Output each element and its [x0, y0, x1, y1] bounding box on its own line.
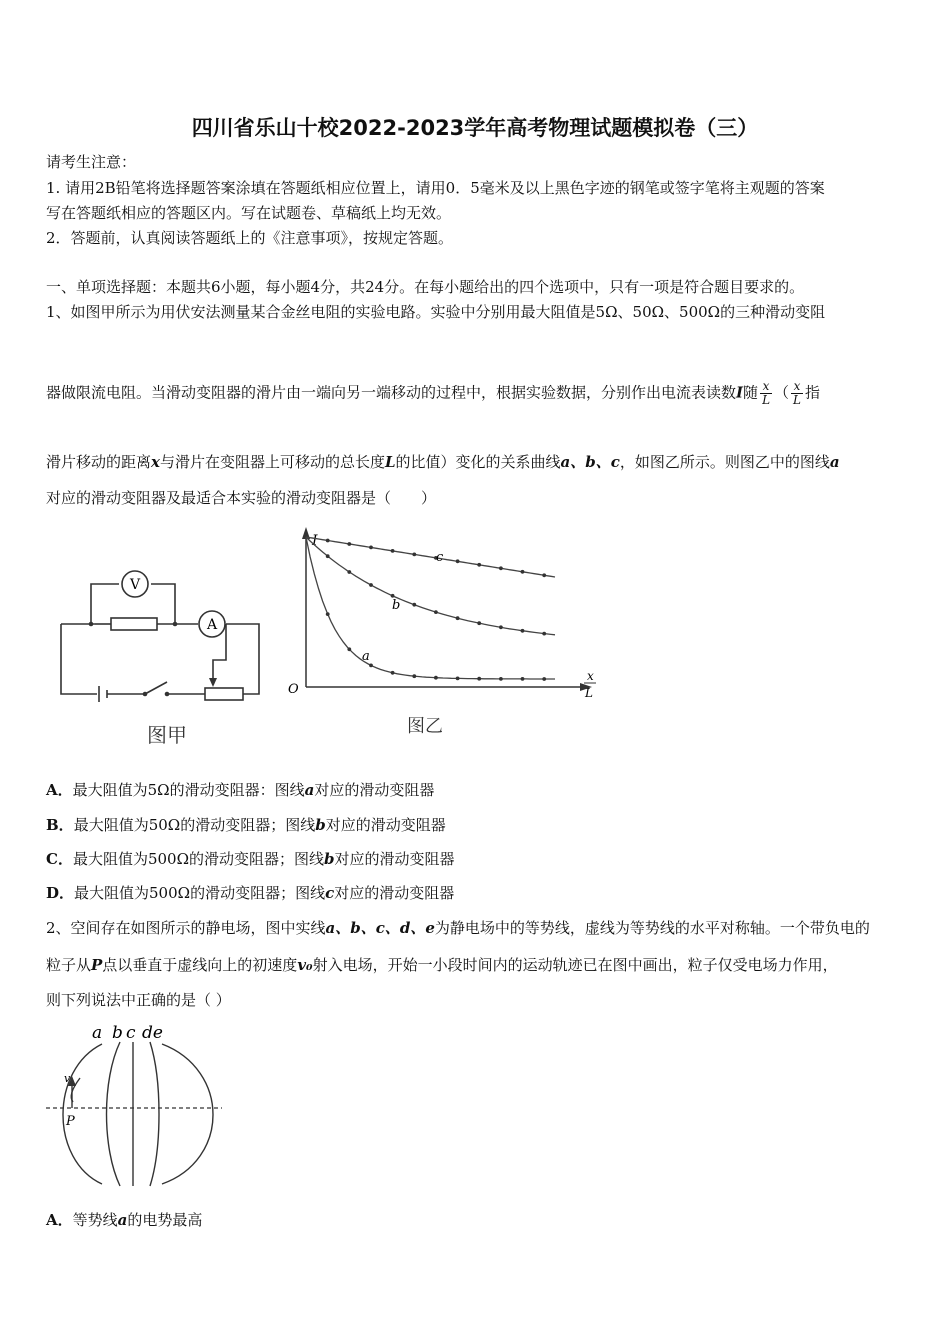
equipotential-diagram: [40, 1020, 230, 1190]
switch-dot: [165, 692, 170, 697]
q1-line-2-paren: （: [774, 383, 790, 402]
curve-c-point: [499, 566, 503, 570]
q1-vars-abc: a、b、c: [560, 453, 620, 471]
curve-b-point: [326, 554, 330, 558]
junction-dot: [173, 622, 178, 627]
resistor: [111, 618, 157, 630]
y-axis-label: I: [312, 533, 318, 549]
ammeter-label: A: [206, 617, 218, 633]
q1-var-a: a: [829, 453, 840, 471]
curve-a-point: [434, 676, 438, 680]
curve-b-point: [369, 583, 373, 587]
current-vs-position-graph: [280, 525, 610, 745]
voltmeter-label: V: [129, 577, 141, 593]
curve-c-point: [477, 563, 481, 567]
q2-vars: a、b、c、d、e: [325, 919, 435, 937]
equipotential-d: [150, 1042, 159, 1186]
curve-b: [306, 537, 555, 635]
switch-dot: [143, 692, 148, 697]
curve-b-point: [412, 603, 416, 607]
curve-a-point: [412, 674, 416, 678]
curve-a-point: [499, 677, 503, 681]
curve-a-point: [347, 647, 351, 651]
switch-lever: [145, 682, 167, 694]
q1-var-L: L: [384, 453, 396, 471]
curve-c-point: [391, 549, 395, 553]
q2-option-a[interactable]: A．等势线a的电势最高: [46, 1211, 203, 1229]
q1-option-a[interactable]: A．最大阻值为5Ω的滑动变阻器：图线a对应的滑动变阻器: [46, 781, 435, 799]
curve-a-point: [391, 671, 395, 675]
curve-a-point: [369, 664, 373, 668]
q2-var-P: P: [91, 956, 103, 974]
curve-c-point: [412, 553, 416, 557]
label-c: c: [126, 1023, 136, 1043]
curve-c: [306, 537, 555, 577]
curve-a-point: [477, 677, 481, 681]
q1-fraction-x-over-L: $\frac{x}{L}$: [762, 379, 771, 407]
notice-item-2: 2．答题前，认真阅读答题纸上的《注意事项》，按规定答题。: [46, 229, 454, 247]
label-v0: v: [64, 1072, 71, 1085]
equipotential-e: [162, 1044, 213, 1184]
label-a: a: [92, 1023, 103, 1043]
q1-line-2-text: 器做限流电阻。当滑动变阻器的滑片由一端向另一端移动的过程中，根据实验数据，分别作出电流表读数: [46, 383, 737, 402]
figure-yi-caption: 图乙: [407, 716, 443, 737]
curve-label-c: c: [436, 550, 444, 565]
curve-b-point: [499, 625, 503, 629]
notice-heading: 请考生注意：: [46, 153, 137, 171]
curve-label-b: b: [392, 598, 401, 613]
rheostat: [205, 688, 243, 700]
q1-option-b[interactable]: B．最大阻值为50Ω的滑动变阻器；图线b对应的滑动变阻器: [46, 816, 446, 834]
q1-line-4: 对应的滑动变阻器及最适合本实验的滑动变阻器是（ ）: [46, 489, 437, 507]
curve-c-point: [326, 539, 330, 543]
curve-c-point: [347, 542, 351, 546]
curve-a-point: [456, 677, 460, 681]
q1-var-I: I: [736, 383, 744, 402]
page-title: 四川省乐山十校2022-2023学年高考物理试题模拟卷（三）: [191, 116, 759, 140]
circuit-diagram: [55, 560, 270, 750]
q1-line-2-sui: 随: [743, 383, 759, 402]
origin-label: O: [288, 682, 299, 697]
curve-c-point: [542, 573, 546, 577]
q2-line-2: 粒子从P点以垂直于虚线向上的初速度v₀射入电场，开始一小段时间内的运动轨迹已在图中画出，粒子仅受电场力作用，: [46, 956, 838, 974]
q1-line-2-zhi: 指: [805, 383, 821, 402]
curve-a-point: [326, 612, 330, 616]
curve-c-point: [456, 559, 460, 563]
curve-b-point: [542, 632, 546, 636]
q1-var-x: x: [151, 453, 160, 471]
notice-item-1-line-2: 写在答题纸相应的答题区内。写在试题卷、草稿纸上均无效。: [46, 204, 452, 222]
q1-fraction-x-over-L-2: $\frac{x}{L}$: [793, 379, 802, 407]
x-axis-num: x: [587, 669, 594, 683]
q1-line-2: [46, 380, 820, 407]
equipotential-b: [107, 1042, 121, 1186]
q2-line-1: 2、空间存在如图所示的静电场，图中实线a、b、c、d、e为静电场中的等势线，虚线为等势线的水平对称轴。一个带负电的: [46, 919, 870, 937]
q1-option-d[interactable]: D．最大阻值为500Ω的滑动变阻器；图线c对应的滑动变阻器: [46, 884, 455, 902]
q2-line-3: 则下列说法中正确的是（ ）: [46, 991, 231, 1009]
curve-b-point: [434, 610, 438, 614]
curve-a-point: [521, 677, 525, 681]
curve-c-point: [369, 546, 373, 550]
label-de: de: [142, 1023, 163, 1043]
curve-b-point: [347, 570, 351, 574]
x-axis-den: L: [585, 686, 593, 700]
curve-c-point: [521, 570, 525, 574]
junction-dot: [89, 622, 94, 627]
label-b: b: [112, 1023, 123, 1043]
curve-label-a: a: [362, 649, 370, 664]
q1-option-c[interactable]: C．最大阻值为500Ω的滑动变阻器；图线b对应的滑动变阻器: [46, 850, 455, 868]
curve-a: [306, 537, 555, 679]
figure-jia-caption: 图甲: [147, 723, 187, 747]
curve-a-point: [542, 677, 546, 681]
curve-b-point: [477, 621, 481, 625]
q1-line-3: 滑片移动的距离x与滑片在变阻器上可移动的总长度L的比值）变化的关系曲线a、b、c，如图乙所示。则图乙中的图线a: [46, 453, 840, 471]
curve-b-point: [521, 629, 525, 633]
section-heading: 一、单项选择题：本题共6小题，每小题4分，共24分。在每小题给出的四个选项中，只有一项是符合题目要求的。: [46, 278, 805, 296]
q1-line-1: 1、如图甲所示为用伏安法测量某合金丝电阻的实验电路。实验中分别用最大阻值是5Ω、50Ω、500Ω的三种滑动变阻: [46, 303, 826, 321]
q2-var-v0: v₀: [297, 956, 313, 974]
label-P: P: [66, 1114, 75, 1129]
notice-item-1-line-1: 1. 请用2B铅笔将选择题答案涂填在答题纸相应位置上，请用0．5毫米及以上黑色字迹的钢笔或签字笔将主观题的答案: [46, 179, 825, 197]
curve-b-point: [456, 616, 460, 620]
